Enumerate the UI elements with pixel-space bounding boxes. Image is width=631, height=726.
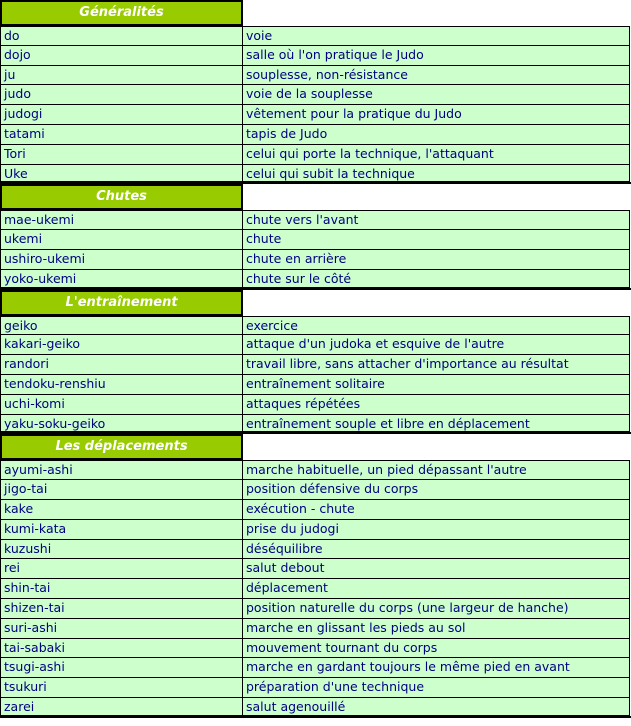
definition-cell: marche en gardant toujours le même pied en avant	[242, 658, 630, 678]
table-row	[0, 210, 631, 230]
term-cell: ju	[0, 66, 243, 86]
definition-cell: chute sur le côté	[242, 270, 630, 288]
section-header	[0, 290, 631, 316]
term-cell: yoko-ukemi	[0, 270, 243, 288]
glossary-section	[0, 184, 631, 289]
table-row	[0, 335, 631, 355]
section-header	[0, 0, 631, 26]
term-cell: kake	[0, 500, 243, 520]
term-cell: judo	[0, 85, 243, 105]
term-cell: rei	[0, 559, 243, 579]
table-row	[0, 270, 631, 290]
definition-cell: entraînement souple et libre en déplacement	[242, 415, 630, 433]
term-cell: zarei	[0, 698, 243, 716]
term-cell: shizen-tai	[0, 599, 243, 619]
table-row	[0, 415, 631, 435]
definition-cell: exécution - chute	[242, 500, 630, 520]
glossary-section	[0, 0, 631, 184]
term-cell: geiko	[0, 316, 243, 336]
table-row	[0, 250, 631, 270]
glossary-section	[0, 290, 631, 435]
table-row	[0, 698, 631, 718]
definition-cell: chute	[242, 230, 630, 250]
definition-cell: souplesse, non-résistance	[242, 66, 630, 86]
table-row	[0, 230, 631, 250]
section-title: L'entraînement	[0, 290, 243, 316]
table-row	[0, 26, 631, 46]
definition-cell: entraînement solitaire	[242, 375, 630, 395]
table-row	[0, 678, 631, 698]
section-header	[0, 184, 631, 210]
definition-cell: chute vers l'avant	[242, 210, 630, 230]
definition-cell: marche en glissant les pieds au sol	[242, 619, 630, 639]
table-row	[0, 480, 631, 500]
definition-cell: position naturelle du corps (une largeur de hanche)	[242, 599, 630, 619]
table-row	[0, 500, 631, 520]
section-title: Chutes	[0, 184, 243, 210]
definition-cell: voie	[242, 26, 630, 46]
definition-cell: celui qui porte la technique, l'attaquant	[242, 145, 630, 165]
definition-cell: celui qui subit la technique	[242, 165, 630, 183]
definition-cell: préparation d'une technique	[242, 678, 630, 698]
section-header	[0, 434, 631, 460]
definition-cell: mouvement tournant du corps	[242, 639, 630, 659]
term-cell: dojo	[0, 46, 243, 66]
definition-cell: salut debout	[242, 559, 630, 579]
table-row	[0, 579, 631, 599]
term-cell: shin-tai	[0, 579, 243, 599]
definition-cell: déséquilibre	[242, 540, 630, 560]
term-cell: kakari-geiko	[0, 335, 243, 355]
definition-cell: déplacement	[242, 579, 630, 599]
term-cell: tendoku-renshiu	[0, 375, 243, 395]
table-row	[0, 355, 631, 375]
table-row	[0, 125, 631, 145]
definition-cell: exercice	[242, 316, 630, 336]
table-row	[0, 165, 631, 185]
definition-cell: marche habituelle, un pied dépassant l'autre	[242, 460, 630, 480]
term-cell: ukemi	[0, 230, 243, 250]
term-cell: yaku-soku-geiko	[0, 415, 243, 433]
term-cell: randori	[0, 355, 243, 375]
term-cell: jigo-tai	[0, 480, 243, 500]
definition-cell: salut agenouillé	[242, 698, 630, 716]
table-row	[0, 520, 631, 540]
definition-cell: voie de la souplesse	[242, 85, 630, 105]
table-row	[0, 619, 631, 639]
definition-cell: position défensive du corps	[242, 480, 630, 500]
term-cell: tsugi-ashi	[0, 658, 243, 678]
term-cell: judogi	[0, 105, 243, 125]
term-cell: kuzushi	[0, 540, 243, 560]
table-row	[0, 66, 631, 86]
definition-cell: chute en arrière	[242, 250, 630, 270]
term-cell: tatami	[0, 125, 243, 145]
table-row	[0, 658, 631, 678]
term-cell: uchi-komi	[0, 395, 243, 415]
table-row	[0, 105, 631, 125]
table-row	[0, 599, 631, 619]
definition-cell: salle où l'on pratique le Judo	[242, 46, 630, 66]
table-row	[0, 559, 631, 579]
table-row	[0, 46, 631, 66]
definition-cell: tapis de Judo	[242, 125, 630, 145]
section-title: Les déplacements	[0, 434, 243, 460]
table-row	[0, 85, 631, 105]
term-cell: Uke	[0, 165, 243, 183]
table-row	[0, 460, 631, 480]
term-cell: tsukuri	[0, 678, 243, 698]
table-row	[0, 316, 631, 336]
table-row	[0, 639, 631, 659]
term-cell: ayumi-ashi	[0, 460, 243, 480]
term-cell: ushiro-ukemi	[0, 250, 243, 270]
table-row	[0, 540, 631, 560]
term-cell: Tori	[0, 145, 243, 165]
term-cell: do	[0, 26, 243, 46]
glossary-section	[0, 434, 631, 717]
term-cell: kumi-kata	[0, 520, 243, 540]
table-row	[0, 375, 631, 395]
term-cell: tai-sabaki	[0, 639, 243, 659]
definition-cell: vêtement pour la pratique du Judo	[242, 105, 630, 125]
table-row	[0, 395, 631, 415]
table-row	[0, 145, 631, 165]
term-cell: mae-ukemi	[0, 210, 243, 230]
definition-cell: travail libre, sans attacher d'importance au résultat	[242, 355, 630, 375]
definition-cell: attaques répétées	[242, 395, 630, 415]
term-cell: suri-ashi	[0, 619, 243, 639]
section-title: Généralités	[0, 0, 243, 26]
definition-cell: prise du judogi	[242, 520, 630, 540]
definition-cell: attaque d'un judoka et esquive de l'autre	[242, 335, 630, 355]
